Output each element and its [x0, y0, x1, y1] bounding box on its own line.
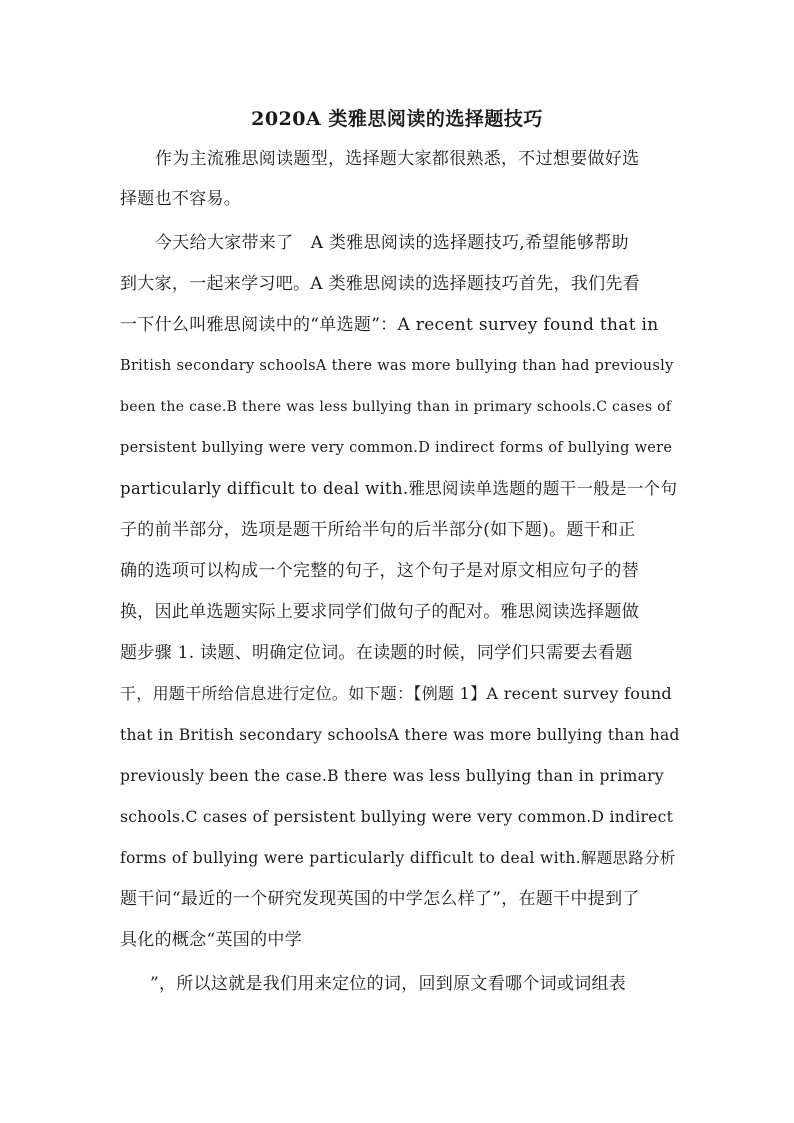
- text-line-5: 一下什么叫雅思阅读中的“单选题”：A recent survey found that in: [120, 315, 659, 335]
- text-line-3: 今天给大家带来了 A 类雅思阅读的选择题技巧,希望能够帮助: [155, 233, 629, 253]
- text-line-21: ”，所以这就是我们用来定位的词，回到原文看哪个词或词组表: [150, 974, 627, 994]
- text-line-8: persistent bullying were very common.D indirect forms of bullying were: [120, 440, 673, 456]
- text-line-16: previously been the case.B there was less bullying than in primary: [120, 767, 664, 785]
- text-line-18: forms of bullying were particularly difficult to deal with.解题思路分析: [120, 849, 676, 867]
- page-title: 2020A 类雅思阅读的选择题技巧: [251, 108, 543, 130]
- text-line-4: 到大家，一起来学习吧。A 类雅思阅读的选择题技巧首先，我们先看: [120, 274, 640, 294]
- text-line-14: 干，用题干所给信息进行定位。如下题：【例题 1】A recent survey found: [120, 684, 672, 703]
- text-line-15: that in British secondary schoolsA there was more bullying than had: [120, 726, 680, 744]
- text-line-2: 择题也不容易。: [120, 189, 242, 209]
- text-line-7: been the case.B there was less bullying than in primary schools.C cases of: [120, 399, 672, 415]
- text-line-13: 题步骤 1. 读题、明确定位词。在读题的时候，同学们只需要去看题: [120, 643, 633, 663]
- text-line-17: schools.C cases of persistent bullying were very common.D indirect: [120, 808, 674, 826]
- text-line-12: 换，因此单选题实际上要求同学们做句子的配对。雅思阅读选择题做: [120, 602, 639, 622]
- text-line-6: British secondary schoolsA there was more bullying than had previously: [120, 358, 674, 374]
- text-line-19: 题干问“最近的一个研究发现英国的中学怎么样了”，在题干中提到了: [120, 889, 640, 909]
- text-line-10: 子的前半部分，选项是题干所给半句的后半部分(如下题)。题干和正: [120, 520, 636, 540]
- text-line-20: 具化的概念“英国的中学: [120, 930, 302, 950]
- text-line-1: 作为主流雅思阅读题型，选择题大家都很熟悉，不过想要做好选: [155, 149, 640, 169]
- text-line-11: 确的选项可以构成一个完整的句子，这个句子是对原文相应句子的替: [120, 561, 639, 581]
- text-line-9: particularly difficult to deal with.雅思阅读单选题的题干一般是一个句: [120, 479, 678, 498]
